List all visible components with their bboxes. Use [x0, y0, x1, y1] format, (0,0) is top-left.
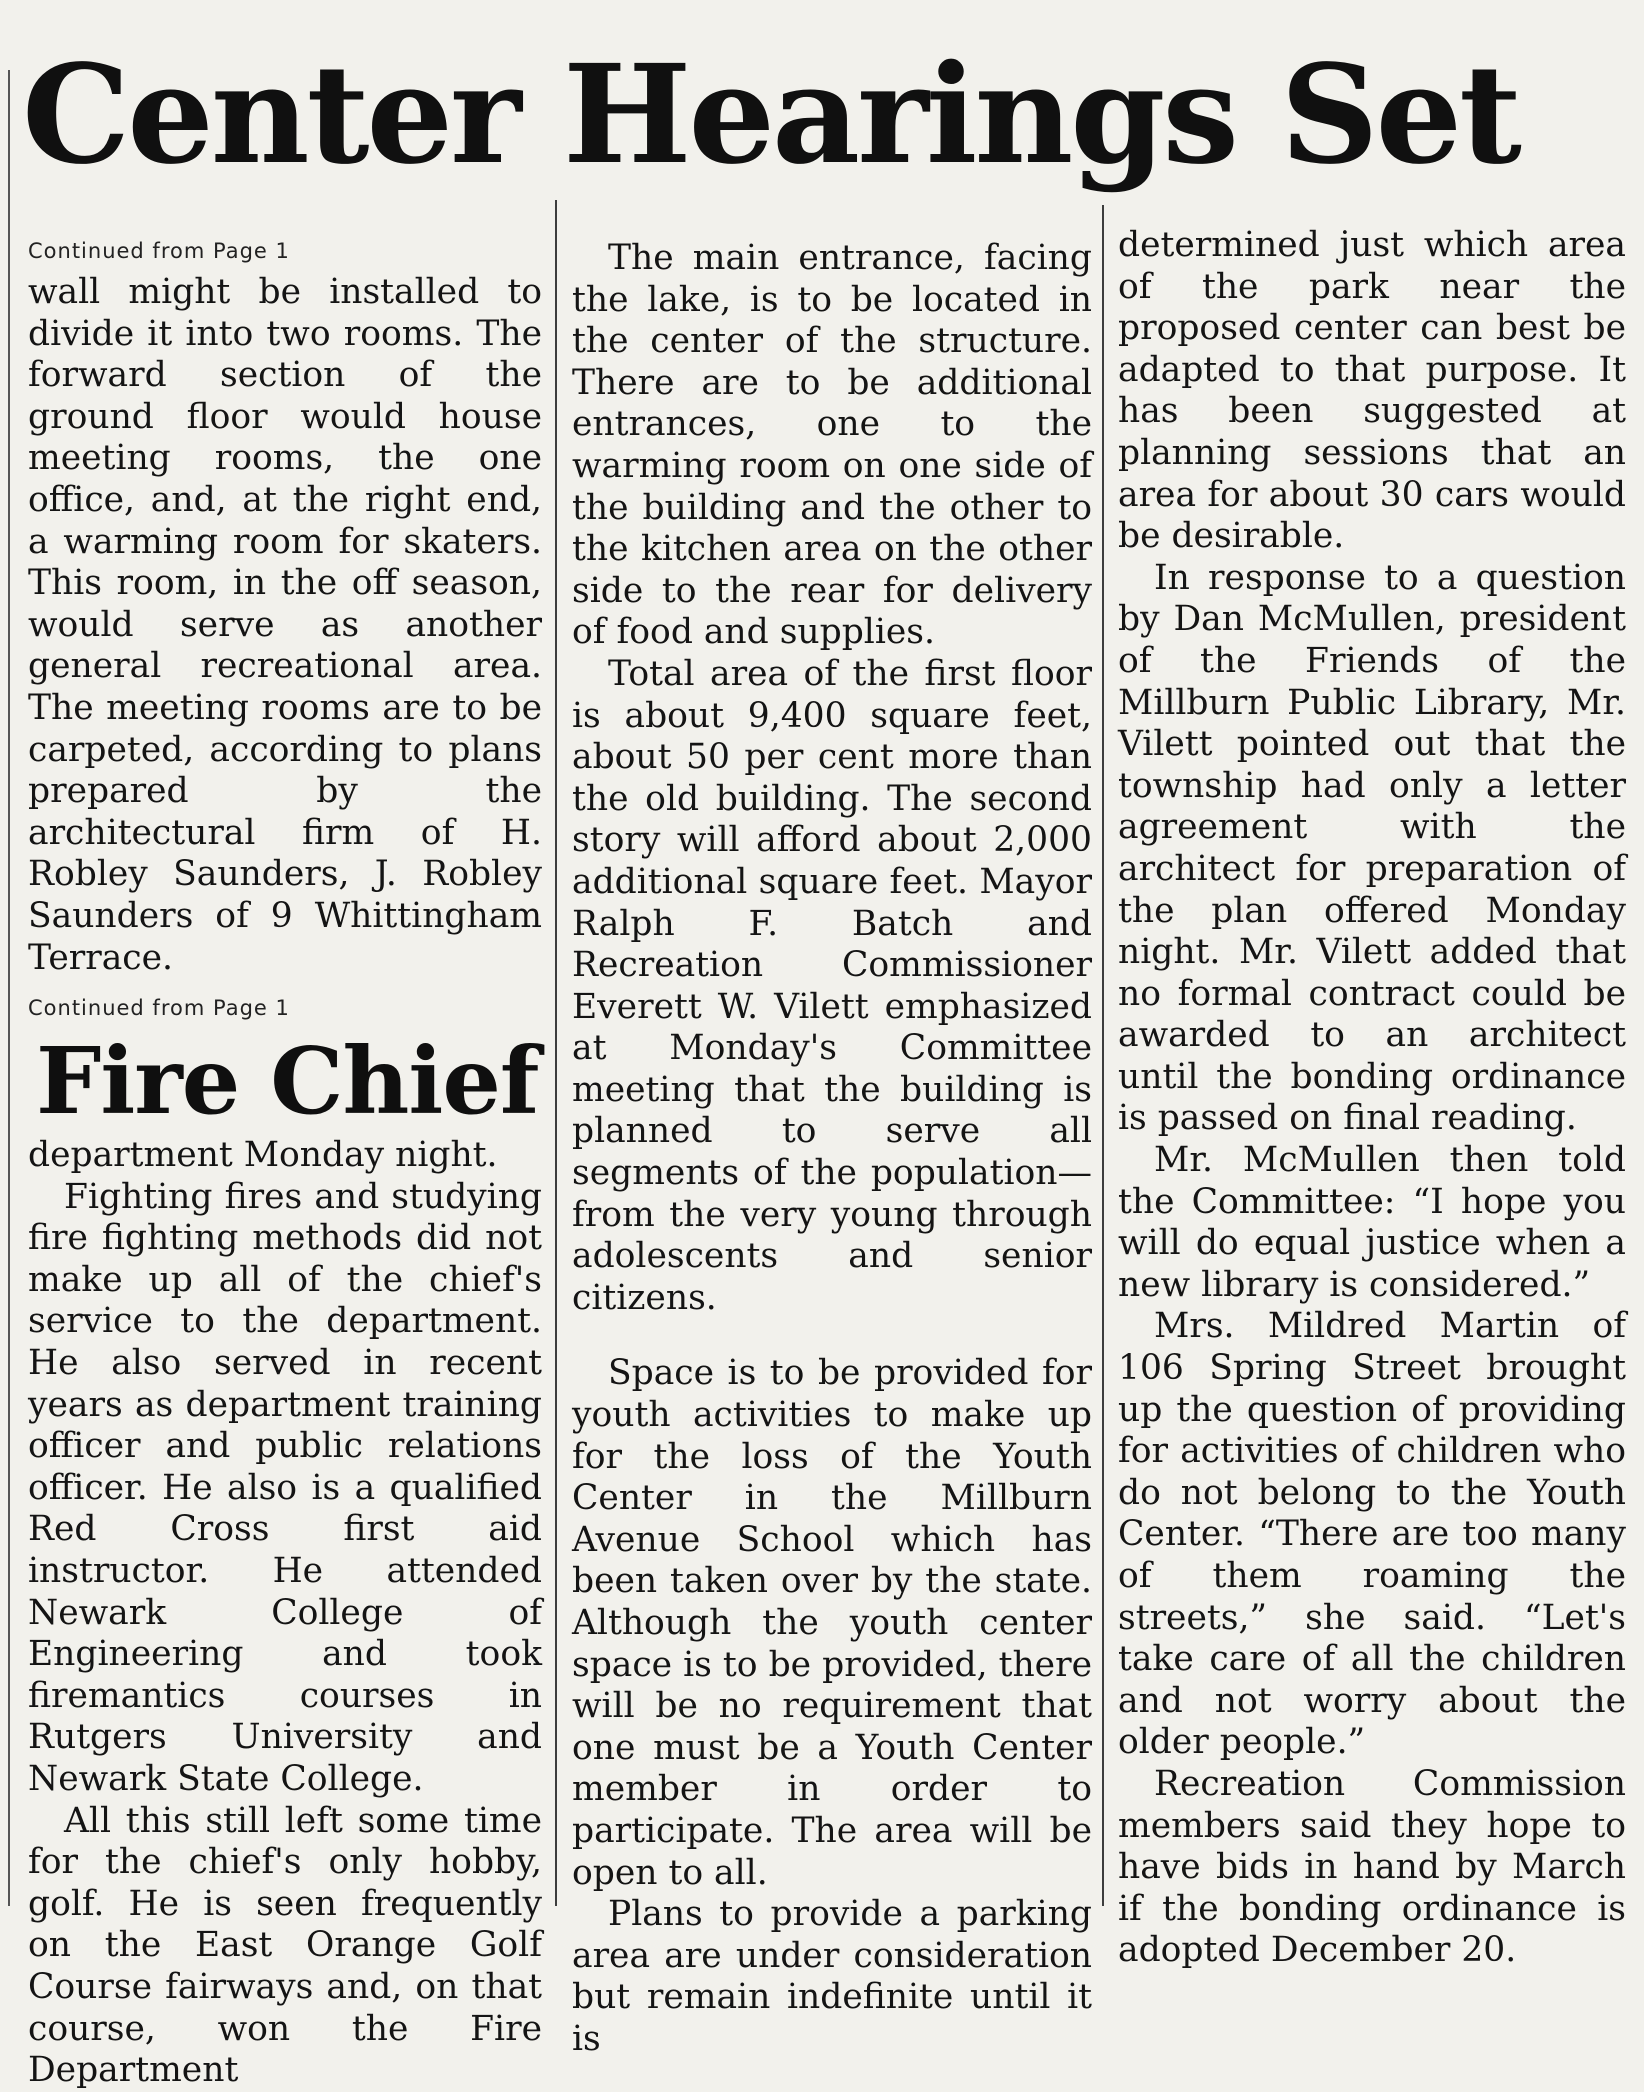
- paragraph: Total area of the first floor is about 9,400 square feet, about 50 per cent more than the old building. The second story will afford about 2,000 additional square feet. Mayor Ralph F. Batch and Recreation Commissioner Everett W. Vilett emphasized at Monday's Committee meeting that the building is planned to serve all segments of the population—from the very young through adolescents and senior citizens.: [572, 653, 1092, 1318]
- paragraph: In response to a question by Dan McMullen, president of the Friends of the Millburn Public Library, Mr. Vilett pointed out that the township had only a letter agreement with the architect for preparation of the plan offered Monday night. Mr. Vilett added that no formal contract could be awarded to an architect until the bonding ordinance is passed on final reading.: [1118, 557, 1626, 1139]
- article-column-3: [1118, 225, 1626, 1971]
- article-column-2: [572, 238, 1092, 2059]
- headline: Center Hearings Set: [22, 35, 1519, 195]
- article-column-1: [28, 222, 542, 2091]
- paragraph: Plans to provide a parking area are under consideration but remain indefinite until it is: [572, 1894, 1092, 2059]
- column-rule-1: [555, 200, 557, 1906]
- paragraph: Space is to be provided for youth activities to make up for the loss of the Youth Center in the Millburn Avenue School which has been taken over by the state. Although the youth center space is to be provided, there will be no requirement that one must be a Youth Center member in order to participate. The area will be open to all.: [572, 1353, 1092, 1893]
- jump-label: Continued from Page 1: [28, 996, 290, 1021]
- paragraph: Recreation Commission members said they hope to have bids in hand by March if the bonding ordinance is adopted December 20.: [1118, 1763, 1626, 1971]
- paragraph: department Monday night.: [28, 1135, 498, 1176]
- paragraph: Mr. McMullen then told the Committee: “I hope you will do equal justice when a new library is considered.”: [1118, 1140, 1626, 1305]
- column-rule-2: [1102, 205, 1104, 1906]
- paragraph: All this still left some time for the chief's only hobby, golf. He is seen frequently on the East Orange Golf Course fairways and, on that course, won the Fire Department: [28, 1800, 542, 2091]
- paragraph: wall might be installed to divide it into two rooms. The forward section of the ground floor would house meeting rooms, the one office, and, at the right end, a warming room for skaters. This room, in the off season, would serve as another general recreational area. The meeting rooms are to be carpeted, according to plans prepared by the architectural firm of H. Robley Saunders, J. Robley Saunders of 9 Whittingham Terrace.: [28, 272, 542, 978]
- jump-label: Continued from Page 1: [28, 239, 290, 263]
- paragraph: Fighting fires and studying fire fighting methods did not make up all of the chief's service to the department. He also served in recent years as department training officer and public relations officer. He also is a qualified Red Cross first aid instructor. He attended Newark College of Engineering and took firemantics courses in Rutgers University and Newark State College.: [28, 1176, 542, 1799]
- paragraph: determined just which area of the park near the proposed center can best be adapted to that purpose. It has been suggested at planning sessions that an area for about 30 cars would be desirable.: [1118, 225, 1626, 557]
- fire-chief-headline: Fire Chief: [36, 1027, 539, 1136]
- left-margin-rule: [8, 70, 10, 1906]
- paragraph: Mrs. Mildred Martin of 106 Spring Street brought up the question of providing for activities of children who do not belong to the Youth Center. “There are too many of them roaming the streets,” she said. “Let's take care of all the children and not worry about the older people.”: [1118, 1306, 1626, 1763]
- paragraph: The main entrance, facing the lake, is to be located in the center of the structure. There are to be additional entrances, one to the warming room on one side of the building and the other to the kitchen area on the other side to the rear for delivery of food and supplies.: [572, 238, 1092, 653]
